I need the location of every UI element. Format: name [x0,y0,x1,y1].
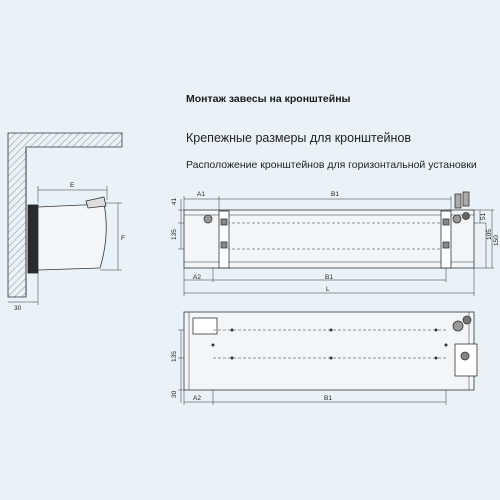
top-view [178,192,494,296]
heading: Монтаж завесы на кронштейны [186,93,351,105]
dim-150: 150 [493,235,500,246]
caption: Расположение кронштейнов для горизонтальной установки [186,159,477,171]
dim-41: 41 [171,197,178,205]
fitting-left [204,215,212,223]
dim-135-bottom: 135 [171,351,178,362]
subtitle: Крепежные размеры для кронштейнов [186,131,412,145]
dim-135-top: 135 [171,229,178,240]
panel-left [193,318,217,334]
dim-e: E [70,182,75,189]
bracket [28,205,38,273]
dim-105: 105 [486,229,493,240]
connector [86,197,106,208]
dim-a1: A1 [197,191,205,198]
dim-l: L [326,286,330,293]
dim-a2: A2 [193,274,201,281]
bottom-view [178,312,477,405]
fitting-right [453,215,461,223]
dim-30-bottom: 30 [171,390,178,398]
dim-b1-rear: B1 [324,395,332,402]
unit-outline-bottom [184,312,474,390]
dim-a2-bottom: A2 [193,395,201,402]
dim-f: F [121,235,125,242]
unit-body [38,204,106,270]
dim-b1-bottom: B1 [325,274,333,281]
dim-30-side: 30 [14,305,22,312]
dim-51: 51 [480,212,487,220]
side-view [8,133,122,305]
dim-b1-top: B1 [331,191,339,198]
connector-bottom [453,321,463,331]
